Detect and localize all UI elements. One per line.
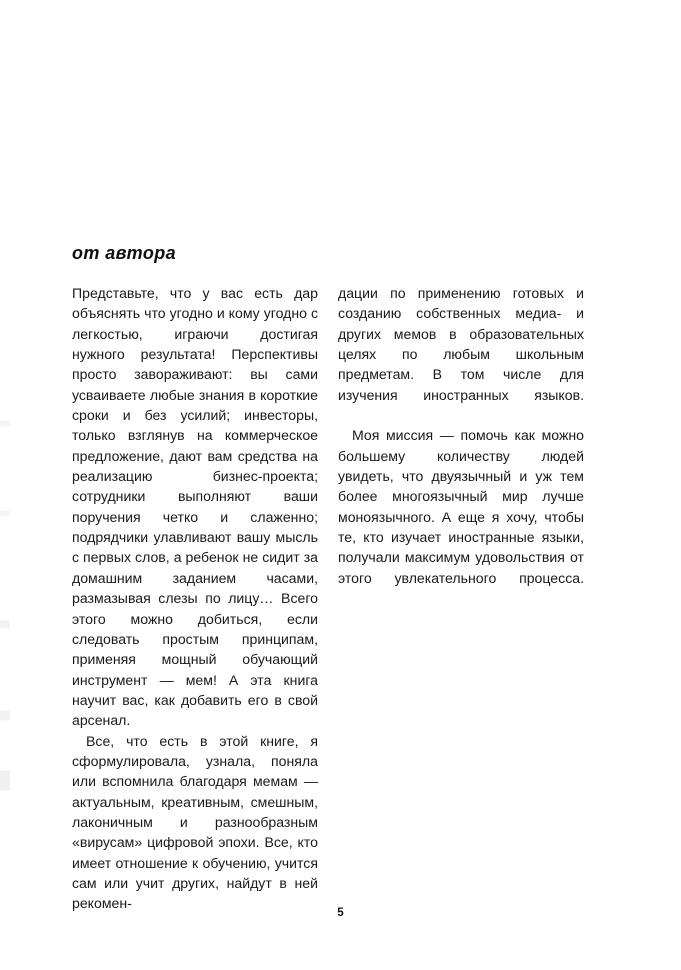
text-column-right [338, 283, 584, 609]
scan-artifact [0, 390, 10, 860]
chapter-heading: от автора [72, 243, 177, 263]
paragraph: Моя миссия — помочь как можно большему количеству людей увидеть, что двуязычный и уж тем более многоязычный мир лучше моноязычного. А еще я хочу, чтобы те, кто изучает иностранные языки, получали максимум удовольствия от этого увлекательного процесса. [338, 427, 584, 586]
text-column-left [72, 283, 318, 914]
paragraph: Все, что есть в этой книге, я сформулировала, узнала, поняла или вспомнила благодаря мемам — актуальным, креативным, смешным, лаконичным и разнообразным «вирусам» цифровой эпохи. Все, кто имеет отношение к обучению, учится сам или учит других, найдут в ней рекомен- [72, 732, 318, 912]
paragraph: дации по применению готовых и созданию собственных медиа- и других мемов в образовательных целях по любым школьным предметам. В том числе для изучения иностранных языков. [338, 285, 584, 403]
paragraph: Представьте, что у вас есть дар объяснять что угодно и кому угодно с легкостью, играючи достигая нужного результата! Перспективы просто завораживают: вы сами усваиваете любые знания в короткие сроки и без усилий; инвесторы, только взглянув на коммерческое предложение, дают вам средства на реализацию бизнес-проекта; сотрудники выполняют ваши поручения четко и слаженно; подрядчики улавливают вашу мысль с первых слов, а ребенок не сидит за домашним заданием часами, размазывая слезы по лицу… Всего этого можно добиться, если следовать простым принципам, применяя мощный обучающий инструмент — мем! А эта книга научит вас, как добавить его в свой арсенал. [72, 285, 318, 729]
page-number: 5 [337, 907, 344, 919]
